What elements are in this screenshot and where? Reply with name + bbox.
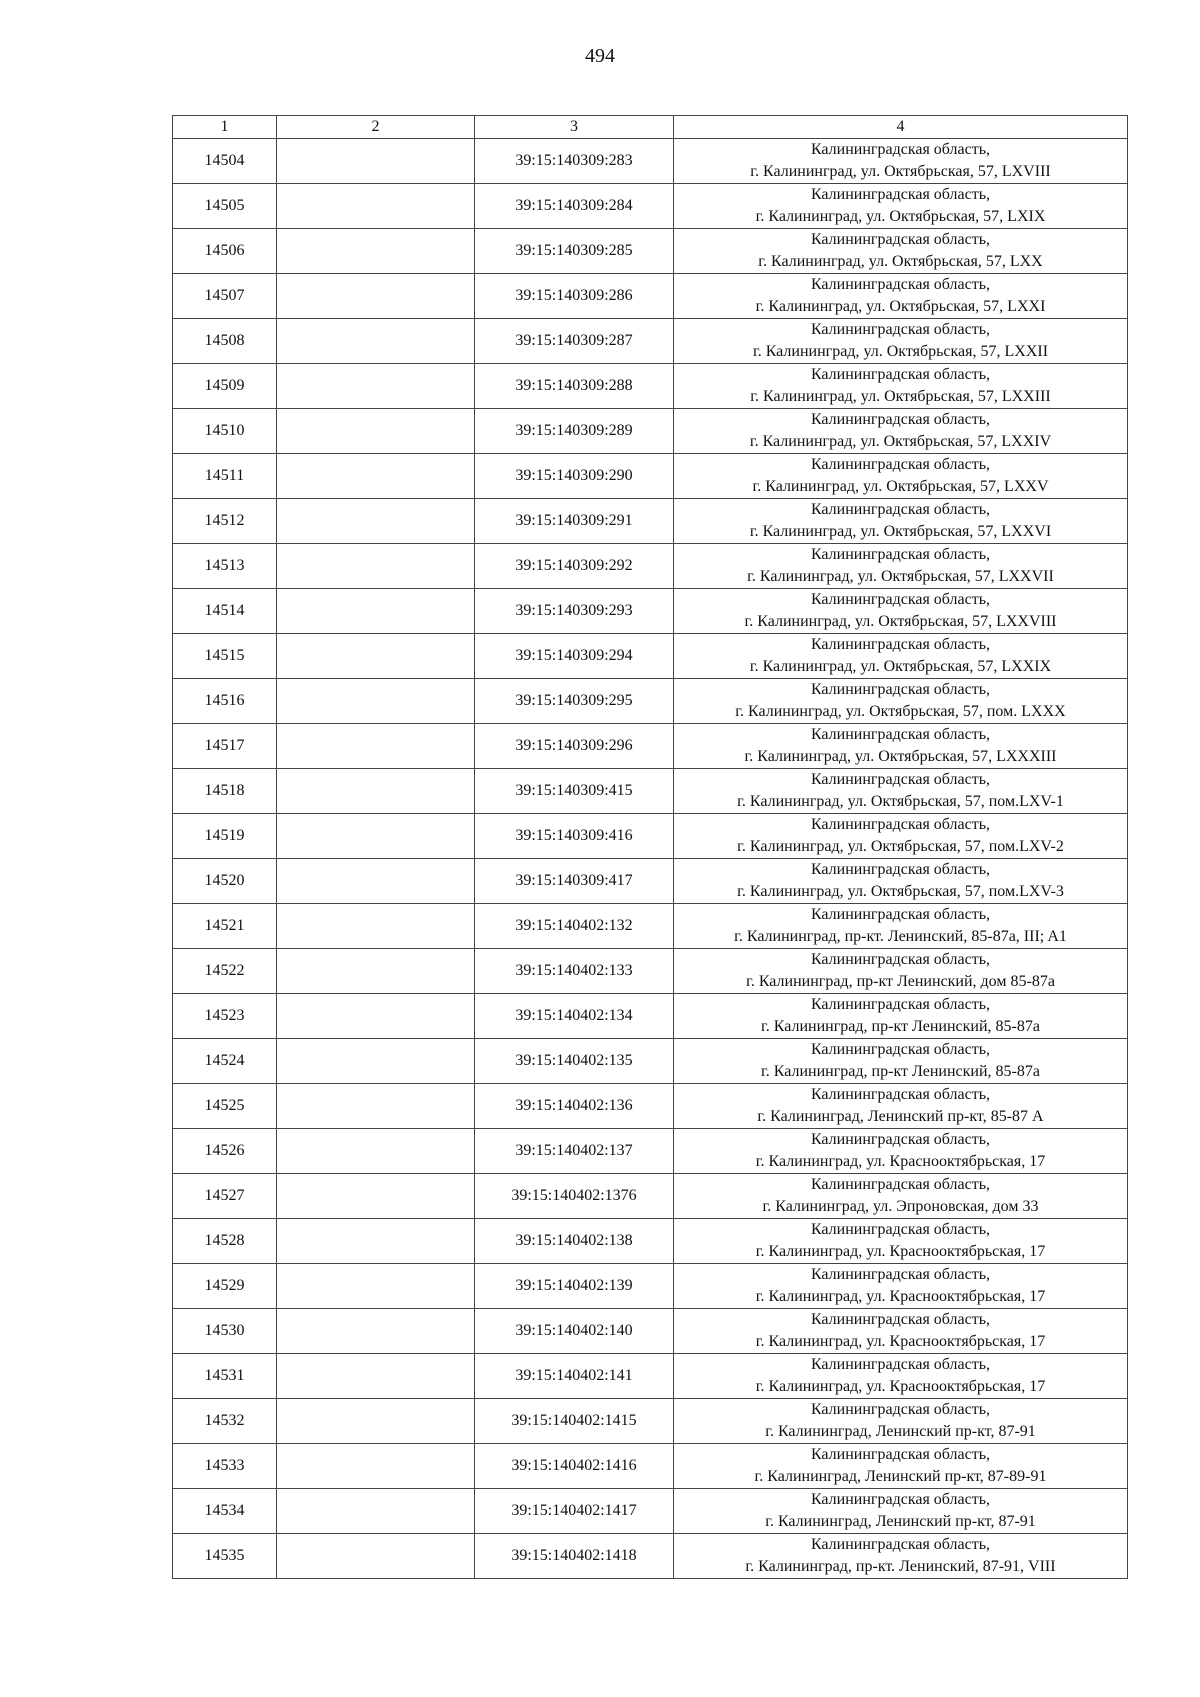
address-street-line: г. Калининград, ул. Краснооктябрьская, 17 <box>755 1288 1046 1305</box>
row-number-cell: 14517 <box>173 724 277 769</box>
row-number-cell: 14535 <box>173 1534 277 1579</box>
address-region-line: Калининградская область, <box>810 366 991 383</box>
address-cell <box>674 589 1128 634</box>
address-region-line: Калининградская область, <box>810 1536 991 1553</box>
address-region-line: Калининградская область, <box>810 186 991 203</box>
address-region-line: Калининградская область, <box>810 1491 991 1508</box>
col2-cell <box>277 814 475 859</box>
col2-cell <box>277 634 475 679</box>
address-cell <box>674 274 1128 319</box>
table-row <box>173 184 1128 229</box>
table-row <box>173 589 1128 634</box>
row-number-cell: 14518 <box>173 769 277 814</box>
table-row <box>173 1039 1128 1084</box>
col2-cell <box>277 724 475 769</box>
address-cell <box>674 544 1128 589</box>
col2-cell <box>277 769 475 814</box>
address-region-line: Калининградская область, <box>810 681 991 698</box>
row-number-cell: 14515 <box>173 634 277 679</box>
address-cell <box>674 409 1128 454</box>
address-street-line: г. Калининград, ул. Октябрьская, 57, LXXXIII <box>744 748 1057 765</box>
row-number-cell: 14530 <box>173 1309 277 1354</box>
address-street-line: г. Калининград, пр-кт Ленинский, 85-87а <box>761 1018 1040 1035</box>
cadastral-number-cell: 39:15:140309:417 <box>475 859 674 904</box>
table-row <box>173 769 1128 814</box>
col2-cell <box>277 589 475 634</box>
address-cell <box>674 769 1128 814</box>
row-number-cell: 14508 <box>173 319 277 364</box>
row-number-cell: 14533 <box>173 1444 277 1489</box>
row-number-cell: 14528 <box>173 1219 277 1264</box>
cadastral-number-cell: 39:15:140309:290 <box>475 454 674 499</box>
address-street-line: г. Калининград, ул. Октябрьская, 57, LXXIII <box>750 388 1051 405</box>
address-street-line: г. Калининград, ул. Октябрьская, 57, LXX <box>758 253 1043 270</box>
col2-cell <box>277 994 475 1039</box>
cadastral-number-cell: 39:15:140402:1415 <box>475 1399 674 1444</box>
address-street-line: г. Калининград, ул. Октябрьская, 57, LXXII <box>752 343 1049 360</box>
col2-cell <box>277 1219 475 1264</box>
address-cell <box>674 1444 1128 1489</box>
cadastral-number-cell: 39:15:140309:284 <box>475 184 674 229</box>
row-number-cell: 14512 <box>173 499 277 544</box>
address-cell <box>674 229 1128 274</box>
address-cell <box>674 1219 1128 1264</box>
address-street-line: г. Калининград, ул. Краснооктябрьская, 17 <box>755 1243 1046 1260</box>
address-street-line: г. Калининград, ул. Октябрьская, 57, LXIX <box>755 208 1046 225</box>
col2-cell <box>277 679 475 724</box>
cadastral-number-cell: 39:15:140402:1418 <box>475 1534 674 1579</box>
address-street-line: г. Калининград, Ленинский пр-кт, 85-87 А <box>757 1108 1044 1125</box>
address-street-line: г. Калининград, ул. Октябрьская, 57, LXXIX <box>749 658 1052 675</box>
table-body <box>173 139 1128 1579</box>
cadastral-number-cell: 39:15:140309:289 <box>475 409 674 454</box>
address-cell <box>674 679 1128 724</box>
cadastral-number-cell: 39:15:140309:294 <box>475 634 674 679</box>
cadastral-number-cell: 39:15:140402:140 <box>475 1309 674 1354</box>
address-region-line: Калининградская область, <box>810 1266 991 1283</box>
address-cell <box>674 634 1128 679</box>
col2-cell <box>277 1444 475 1489</box>
col2-cell <box>277 1084 475 1129</box>
col2-cell <box>277 454 475 499</box>
address-cell <box>674 1354 1128 1399</box>
address-street-line: г. Калининград, ул. Октябрьская, 57, пом.LXV-1 <box>737 793 1064 810</box>
address-region-line: Калининградская область, <box>810 1446 991 1463</box>
address-cell <box>674 814 1128 859</box>
address-cell <box>674 1174 1128 1219</box>
address-street-line: г. Калининград, ул. Октябрьская, 57, LXXIV <box>749 433 1052 450</box>
col2-cell <box>277 1039 475 1084</box>
address-region-line: Калининградская область, <box>810 861 991 878</box>
address-region-line: Калининградская область, <box>810 591 991 608</box>
col2-cell <box>277 184 475 229</box>
address-region-line: Калининградская область, <box>810 456 991 473</box>
col2-cell <box>277 1354 475 1399</box>
address-region-line: Калининградская область, <box>810 501 991 518</box>
row-number-cell: 14509 <box>173 364 277 409</box>
address-street-line: г. Калининград, ул. Октябрьская, 57, LXVIII <box>750 163 1051 180</box>
cadastral-number-cell: 39:15:140309:283 <box>475 139 674 184</box>
address-region-line: Калининградская область, <box>810 276 991 293</box>
cadastral-number-cell: 39:15:140309:291 <box>475 499 674 544</box>
cadastral-number-cell: 39:15:140309:293 <box>475 589 674 634</box>
col2-cell <box>277 1129 475 1174</box>
address-cell <box>674 1039 1128 1084</box>
cadastral-number-cell: 39:15:140309:285 <box>475 229 674 274</box>
row-number-cell: 14534 <box>173 1489 277 1534</box>
address-cell <box>674 1129 1128 1174</box>
table-row <box>173 1489 1128 1534</box>
table-row <box>173 454 1128 499</box>
address-street-line: г. Калининград, ул. Октябрьская, 57, LXXI <box>755 298 1046 315</box>
row-number-cell: 14521 <box>173 904 277 949</box>
cadastral-number-cell: 39:15:140402:1416 <box>475 1444 674 1489</box>
address-street-line: г. Калининград, Ленинский пр-кт, 87-91 <box>765 1423 1036 1440</box>
col2-cell <box>277 229 475 274</box>
table-row <box>173 1219 1128 1264</box>
cadastral-number-cell: 39:15:140309:288 <box>475 364 674 409</box>
address-cell <box>674 859 1128 904</box>
address-cell <box>674 454 1128 499</box>
row-number-cell: 14510 <box>173 409 277 454</box>
address-region-line: Калининградская область, <box>810 231 991 248</box>
address-cell <box>674 319 1128 364</box>
address-street-line: г. Калининград, ул. Октябрьская, 57, LXXV <box>752 478 1049 495</box>
cadastral-number-cell: 39:15:140402:1417 <box>475 1489 674 1534</box>
table-row <box>173 994 1128 1039</box>
address-region-line: Калининградская область, <box>810 1356 991 1373</box>
col2-cell <box>277 409 475 454</box>
col2-cell <box>277 904 475 949</box>
table-row <box>173 499 1128 544</box>
col2-cell <box>277 1399 475 1444</box>
cadastral-number-cell: 39:15:140402:132 <box>475 904 674 949</box>
address-street-line: г. Калининград, пр-кт Ленинский, дом 85-87а <box>746 973 1055 990</box>
address-region-line: Калининградская область, <box>810 141 991 158</box>
address-cell <box>674 499 1128 544</box>
table-row <box>173 634 1128 679</box>
col2-cell <box>277 1174 475 1219</box>
address-region-line: Калининградская область, <box>810 1176 991 1193</box>
row-number-cell: 14506 <box>173 229 277 274</box>
row-number-cell: 14531 <box>173 1354 277 1399</box>
address-region-line: Калининградская область, <box>810 951 991 968</box>
table-row <box>173 1129 1128 1174</box>
table-row <box>173 679 1128 724</box>
header-col-1: 1 <box>173 116 277 139</box>
col2-cell <box>277 1309 475 1354</box>
row-number-cell: 14514 <box>173 589 277 634</box>
table-row <box>173 1534 1128 1579</box>
cadastral-number-cell: 39:15:140309:295 <box>475 679 674 724</box>
address-cell <box>674 949 1128 994</box>
address-region-line: Калининградская область, <box>810 546 991 563</box>
cadastral-number-cell: 39:15:140309:287 <box>475 319 674 364</box>
table-row <box>173 319 1128 364</box>
header-row <box>173 116 1128 139</box>
table-row <box>173 724 1128 769</box>
cadastral-number-cell: 39:15:140309:416 <box>475 814 674 859</box>
cadastral-number-cell: 39:15:140402:141 <box>475 1354 674 1399</box>
table-row <box>173 1174 1128 1219</box>
address-region-line: Калининградская область, <box>810 771 991 788</box>
address-street-line: г. Калининград, пр-кт Ленинский, 85-87а <box>761 1063 1040 1080</box>
address-region-line: Калининградская область, <box>810 636 991 653</box>
address-region-line: Калининградская область, <box>810 726 991 743</box>
table-row <box>173 229 1128 274</box>
address-region-line: Калининградская область, <box>810 1086 991 1103</box>
table-row <box>173 1264 1128 1309</box>
col2-cell <box>277 949 475 994</box>
row-number-cell: 14520 <box>173 859 277 904</box>
cadastral-number-cell: 39:15:140309:415 <box>475 769 674 814</box>
cadastral-number-cell: 39:15:140402:139 <box>475 1264 674 1309</box>
address-street-line: г. Калининград, ул. Краснооктябрьская, 17 <box>755 1153 1046 1170</box>
col2-cell <box>277 1489 475 1534</box>
table-row <box>173 859 1128 904</box>
table-row <box>173 409 1128 454</box>
cadastral-number-cell: 39:15:140309:296 <box>475 724 674 769</box>
address-region-line: Калининградская область, <box>810 1311 991 1328</box>
address-street-line: г. Калининград, Ленинский пр-кт, 87-91 <box>765 1513 1036 1530</box>
address-street-line: г. Калининград, ул. Октябрьская, 57, LXXVIII <box>744 613 1057 630</box>
address-cell <box>674 994 1128 1039</box>
cadastral-number-cell: 39:15:140309:292 <box>475 544 674 589</box>
row-number-cell: 14507 <box>173 274 277 319</box>
address-cell <box>674 1489 1128 1534</box>
table-row <box>173 814 1128 859</box>
address-street-line: г. Калининград, ул. Краснооктябрьская, 17 <box>755 1333 1046 1350</box>
address-street-line: г. Калининград, пр-кт. Ленинский, 85-87а, III; A1 <box>734 928 1067 945</box>
row-number-cell: 14527 <box>173 1174 277 1219</box>
address-region-line: Калининградская область, <box>810 1401 991 1418</box>
row-number-cell: 14526 <box>173 1129 277 1174</box>
page-number: 494 <box>585 45 615 67</box>
table-row <box>173 1309 1128 1354</box>
row-number-cell: 14523 <box>173 994 277 1039</box>
row-number-cell: 14516 <box>173 679 277 724</box>
cadastral-number-cell: 39:15:140402:134 <box>475 994 674 1039</box>
cadastral-number-cell: 39:15:140402:135 <box>475 1039 674 1084</box>
row-number-cell: 14522 <box>173 949 277 994</box>
address-cell <box>674 904 1128 949</box>
table-row <box>173 904 1128 949</box>
address-street-line: г. Калининград, ул. Октябрьская, 57, LXXVI <box>749 523 1052 540</box>
col2-cell <box>277 1264 475 1309</box>
address-street-line: г. Калининград, ул. Октябрьская, 57, пом.LXV-2 <box>737 838 1064 855</box>
table-row <box>173 949 1128 994</box>
address-street-line: г. Калининград, ул. Эпроновская, дом 33 <box>762 1198 1039 1215</box>
col2-cell <box>277 859 475 904</box>
address-region-line: Калининградская область, <box>810 411 991 428</box>
row-number-cell: 14532 <box>173 1399 277 1444</box>
address-region-line: Калининградская область, <box>810 816 991 833</box>
cadastral-number-cell: 39:15:140402:138 <box>475 1219 674 1264</box>
cadastral-number-cell: 39:15:140402:136 <box>475 1084 674 1129</box>
row-number-cell: 14505 <box>173 184 277 229</box>
table-header <box>173 116 1128 139</box>
col2-cell <box>277 139 475 184</box>
header-col-2: 2 <box>277 116 475 139</box>
table-row <box>173 1444 1128 1489</box>
col2-cell <box>277 499 475 544</box>
row-number-cell: 14524 <box>173 1039 277 1084</box>
address-cell <box>674 139 1128 184</box>
address-cell <box>674 1534 1128 1579</box>
row-number-cell: 14513 <box>173 544 277 589</box>
cadastral-number-cell: 39:15:140402:1376 <box>475 1174 674 1219</box>
table-row <box>173 1354 1128 1399</box>
address-street-line: г. Калининград, ул. Октябрьская, 57, пом.LXV-3 <box>737 883 1064 900</box>
row-number-cell: 14529 <box>173 1264 277 1309</box>
address-cell <box>674 364 1128 409</box>
row-number-cell: 14511 <box>173 454 277 499</box>
table-row <box>173 274 1128 319</box>
address-region-line: Калининградская область, <box>810 1221 991 1238</box>
address-region-line: Калининградская область, <box>810 1041 991 1058</box>
address-cell <box>674 1309 1128 1354</box>
property-register-table <box>172 115 1128 1579</box>
table-row <box>173 544 1128 589</box>
address-cell <box>674 1399 1128 1444</box>
row-number-cell: 14519 <box>173 814 277 859</box>
address-cell <box>674 184 1128 229</box>
address-street-line: г. Калининград, ул. Краснооктябрьская, 17 <box>755 1378 1046 1395</box>
col2-cell <box>277 1534 475 1579</box>
address-street-line: г. Калининград, Ленинский пр-кт, 87-89-91 <box>754 1468 1047 1485</box>
address-cell <box>674 724 1128 769</box>
address-region-line: Калининградская область, <box>810 321 991 338</box>
table-row <box>173 1084 1128 1129</box>
header-col-4: 4 <box>674 116 1128 139</box>
address-cell <box>674 1084 1128 1129</box>
address-street-line: г. Калининград, ул. Октябрьская, 57, LXXVII <box>747 568 1054 585</box>
header-col-3: 3 <box>475 116 674 139</box>
col2-cell <box>277 274 475 319</box>
row-number-cell: 14525 <box>173 1084 277 1129</box>
table-row <box>173 1399 1128 1444</box>
col2-cell <box>277 319 475 364</box>
row-number-cell: 14504 <box>173 139 277 184</box>
address-region-line: Калининградская область, <box>810 1131 991 1148</box>
col2-cell <box>277 364 475 409</box>
address-cell <box>674 1264 1128 1309</box>
address-region-line: Калининградская область, <box>810 906 991 923</box>
table-row <box>173 364 1128 409</box>
address-street-line: г. Калининград, пр-кт. Ленинский, 87-91, VIII <box>745 1558 1056 1575</box>
table-row <box>173 139 1128 184</box>
address-street-line: г. Калининград, ул. Октябрьская, 57, пом. LXXX <box>735 703 1066 720</box>
address-region-line: Калининградская область, <box>810 996 991 1013</box>
cadastral-number-cell: 39:15:140402:137 <box>475 1129 674 1174</box>
cadastral-number-cell: 39:15:140309:286 <box>475 274 674 319</box>
cadastral-number-cell: 39:15:140402:133 <box>475 949 674 994</box>
col2-cell <box>277 544 475 589</box>
